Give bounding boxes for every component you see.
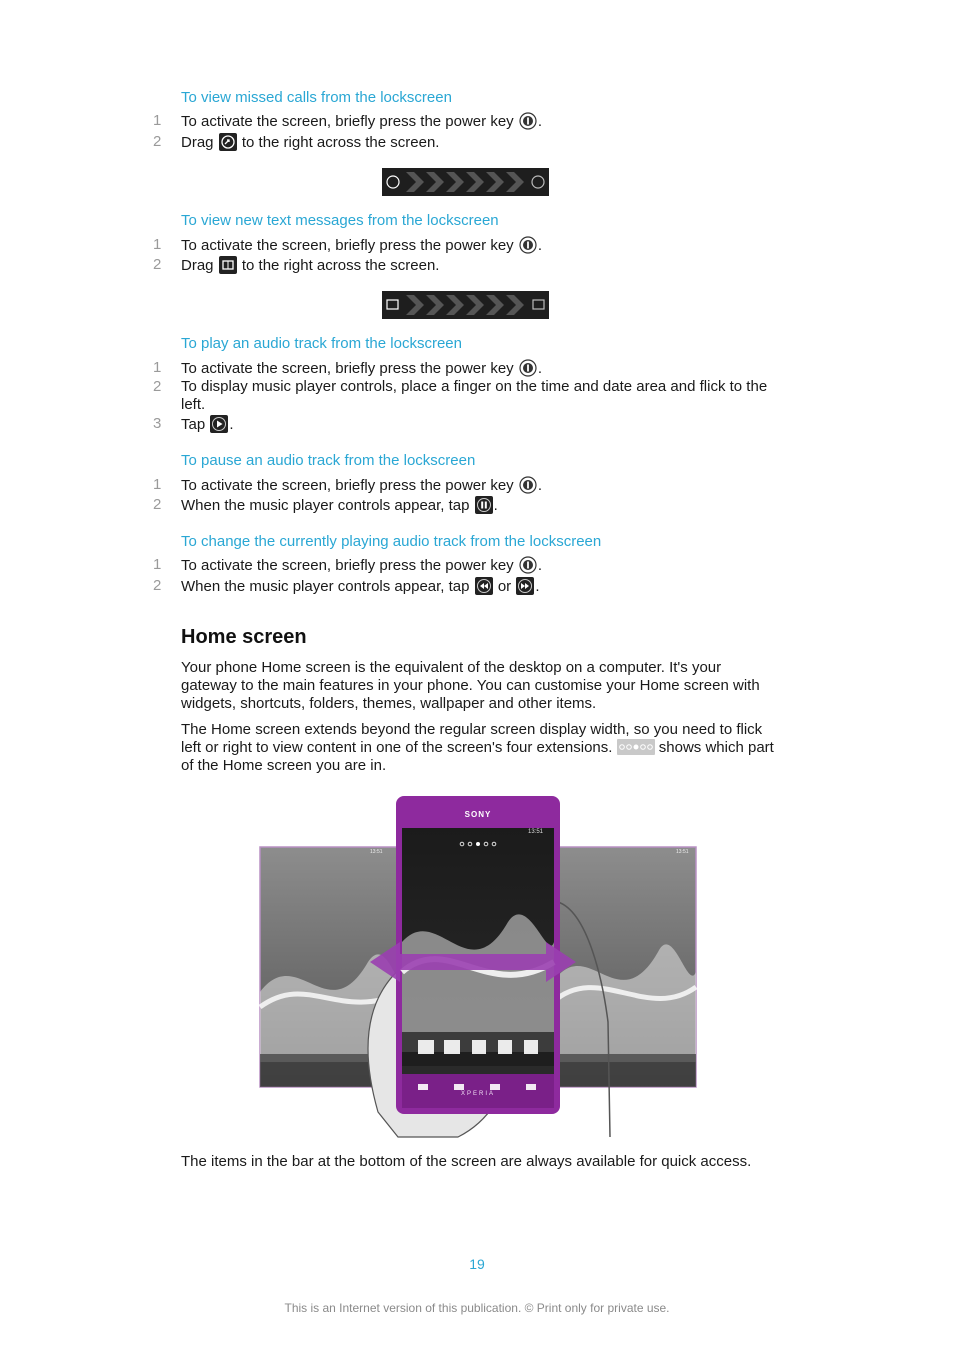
step-number: 1	[153, 556, 162, 573]
message-icon	[219, 256, 237, 274]
quick-access-note: The items in the bar at the bottom of the screen are always available for quick access.	[181, 1153, 752, 1170]
power-key-icon	[519, 112, 537, 130]
model-label: XPERIA	[460, 1091, 495, 1097]
home-screen-illustration	[258, 792, 698, 1142]
section-heading-change-track: To change the currently playing audio track from the lockscreen	[181, 533, 602, 550]
page-indicator-icon	[617, 739, 655, 755]
previous-track-icon	[475, 577, 493, 595]
power-key-icon	[519, 476, 537, 494]
step-number: 2	[153, 133, 162, 150]
step-number: 1	[153, 112, 162, 129]
step-number: 1	[153, 476, 162, 493]
step-number: 2	[153, 496, 162, 513]
step-number: 2	[153, 256, 162, 273]
home-screen-intro: Your phone Home screen is the equivalent of the desktop on a computer. It's your gateway to the main features in your phone. You can customise your Home screen with widgets, shortcuts, folders, themes, wallpaper and other items.	[181, 659, 760, 712]
power-key-icon	[519, 556, 537, 574]
footer-notice: This is an Internet version of this publication. © Print only for private use.	[284, 1301, 670, 1315]
power-key-icon	[519, 359, 537, 377]
power-key-icon	[519, 236, 537, 254]
section-heading-text-messages: To view new text messages from the lockscreen	[181, 212, 499, 229]
status-clock-left: 13:51	[370, 849, 383, 855]
step-number: 3	[153, 415, 162, 432]
section-heading-pause-audio: To pause an audio track from the lockscreen	[181, 452, 476, 469]
next-track-icon	[516, 577, 534, 595]
section-heading-play-audio: To play an audio track from the lockscreen	[181, 335, 462, 352]
step-number: 1	[153, 359, 162, 376]
brand-label: SONY	[464, 810, 492, 819]
play-icon	[210, 415, 228, 433]
step-number: 2	[153, 577, 162, 594]
page-number: 19	[469, 1256, 485, 1272]
section-heading-missed-calls: To view missed calls from the lockscreen	[181, 89, 452, 106]
pause-icon	[475, 496, 493, 514]
home-screen-extensions: The Home screen extends beyond the regular screen display width, so you need to flick left or right to view content in one of the screen's four extensions. shows which part of the Home screen you are in.	[181, 721, 774, 774]
missed-call-icon	[219, 133, 237, 151]
status-clock-right: 13:51	[676, 849, 689, 855]
step-number: 2	[153, 378, 162, 395]
missed-call-drag-strip	[382, 168, 549, 196]
step-number: 1	[153, 236, 162, 253]
home-screen-title: Home screen	[181, 626, 307, 648]
status-clock: 13:51	[528, 829, 544, 835]
message-drag-strip	[382, 291, 549, 319]
